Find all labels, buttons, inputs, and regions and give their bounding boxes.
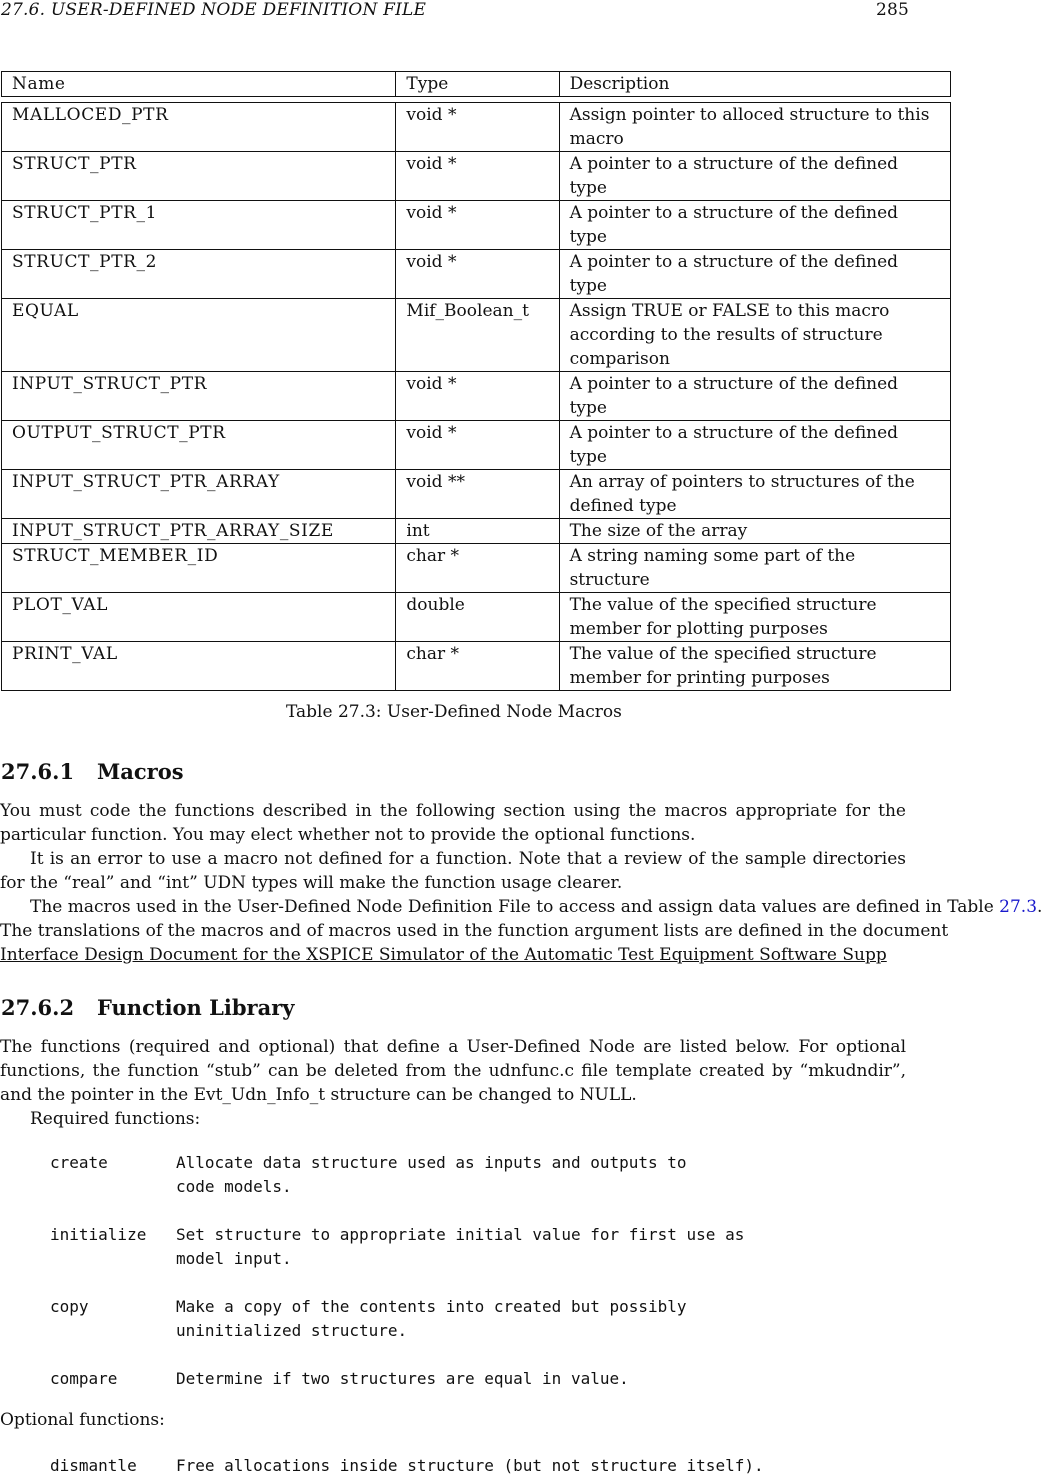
- macro-type-cell: char *: [396, 544, 559, 593]
- macro-name-cell: STRUCT_PTR: [2, 152, 396, 201]
- function-entry: [50, 1151, 744, 1199]
- function-description-line: Free allocations inside structure (but not structure itself).: [176, 1456, 764, 1475]
- section-number: 27.6.2: [1, 995, 75, 1020]
- description-line: The size of the array: [569, 521, 748, 541]
- macro-description-cell: [559, 299, 950, 372]
- macro-type-cell: void *: [396, 152, 559, 201]
- description-line: Assign pointer to alloced structure to this: [569, 105, 930, 125]
- function-description-line: Set structure to appropriate initial value for first use as: [176, 1225, 745, 1244]
- function-name: create: [50, 1153, 108, 1172]
- macro-description-cell: [559, 470, 950, 519]
- macro-name-cell: INPUT_STRUCT_PTR_ARRAY: [2, 470, 396, 519]
- table-row: [2, 299, 951, 372]
- table-caption: Table 27.3: User-Defined Node Macros: [286, 702, 622, 722]
- function-description-line: code models.: [176, 1177, 292, 1196]
- description-line: member for plotting purposes: [569, 619, 828, 639]
- section-heading-function-library: [1, 995, 295, 1020]
- optional-functions-list: [50, 1454, 764, 1478]
- description-line: type: [569, 398, 607, 418]
- macro-description-cell: [559, 593, 950, 642]
- optional-functions-label: Optional functions:: [0, 1410, 165, 1430]
- function-name: initialize: [50, 1225, 147, 1244]
- function-description-line: uninitialized structure.: [176, 1321, 408, 1340]
- table-row: [2, 544, 951, 593]
- macros-paragraph-3: [0, 895, 1050, 967]
- library-paragraph-1: The functions (required and optional) that define a User-Defined Node are listed below. For optional functions, the function “stub” can be deleted from the udnfunc.c file template created by “mkudndir”, and the pointer in the Evt_Udn_Info_t structure can be changed to NULL.: [0, 1037, 906, 1105]
- macro-name-cell: STRUCT_MEMBER_ID: [2, 544, 396, 593]
- function-description: [176, 1367, 629, 1391]
- table-row: [2, 152, 951, 201]
- macro-description-cell: [559, 250, 950, 299]
- macros-paragraph-1: You must code the functions described in the following section using the macros appropriate for the particular function. You may elect whether not to provide the optional functions.: [0, 801, 906, 845]
- function-name: dismantle: [50, 1456, 137, 1475]
- section-title: Function Library: [97, 995, 295, 1020]
- macros-paragraph-2-text: It is an error to use a macro not defined for a function. Note that a review of the sample directories for the “real” and “int” UDN types will make the function usage clearer.: [0, 849, 906, 893]
- function-description-line: model input.: [176, 1249, 292, 1268]
- macro-name-cell: STRUCT_PTR_1: [2, 201, 396, 250]
- table-row: [2, 519, 951, 544]
- document-title-reference: Interface Design Document for the XSPICE Simulator of the Automatic Test Equipment Software Supp: [0, 945, 887, 965]
- description-line: The value of the specified structure: [569, 644, 877, 664]
- macros-paragraph-2: [0, 847, 906, 895]
- function-description: [176, 1454, 764, 1478]
- running-header-title: 27.6. USER-DEFINED NODE DEFINITION FILE: [1, 0, 427, 20]
- running-header: [0, 0, 1050, 22]
- column-header-type: Type: [396, 72, 559, 97]
- macro-name-cell: OUTPUT_STRUCT_PTR: [2, 421, 396, 470]
- description-line: type: [569, 276, 607, 296]
- function-description-line: Determine if two structures are equal in value.: [176, 1369, 629, 1388]
- macro-type-cell: void *: [396, 421, 559, 470]
- macro-type-cell: void *: [396, 201, 559, 250]
- table-row: [2, 250, 951, 299]
- description-line: structure: [569, 570, 650, 590]
- function-entry: [50, 1454, 764, 1478]
- macros-table: [1, 71, 951, 691]
- required-functions-label-text: Required functions:: [30, 1109, 201, 1129]
- description-line: A pointer to a structure of the defined: [569, 154, 899, 174]
- description-line: Assign TRUE or FALSE to this macro: [569, 301, 890, 321]
- description-line: A pointer to a structure of the defined: [569, 423, 899, 443]
- macro-type-cell: void *: [396, 103, 559, 152]
- macro-name-cell: STRUCT_PTR_2: [2, 250, 396, 299]
- table-row: [2, 372, 951, 421]
- description-line: defined type: [569, 496, 677, 516]
- table-row: [2, 642, 951, 691]
- description-line: member for printing purposes: [569, 668, 830, 688]
- macro-description-cell: [559, 544, 950, 593]
- macro-description-cell: [559, 421, 950, 470]
- description-line: A pointer to a structure of the defined: [569, 203, 899, 223]
- table-row: [2, 470, 951, 519]
- description-line: type: [569, 447, 607, 467]
- macro-name-cell: PLOT_VAL: [2, 593, 396, 642]
- description-line: type: [569, 227, 607, 247]
- macro-name-cell: INPUT_STRUCT_PTR_ARRAY_SIZE: [2, 519, 396, 544]
- macros-paragraph-3-text-a: The macros used in the User-Defined Node Definition File to access and assign data values are defined in Table: [30, 897, 1000, 917]
- macro-name-cell: INPUT_STRUCT_PTR: [2, 372, 396, 421]
- function-description: [176, 1295, 687, 1343]
- macro-name-cell: EQUAL: [2, 299, 396, 372]
- description-line: according to the results of structure: [569, 325, 883, 345]
- page-number: 285: [876, 0, 910, 20]
- macro-description-cell: [559, 519, 950, 544]
- section-title: Macros: [97, 759, 184, 784]
- function-description-line: Allocate data structure used as inputs and outputs to: [176, 1153, 687, 1172]
- required-functions-list: [50, 1151, 744, 1391]
- description-line: A string naming some part of the: [569, 546, 856, 566]
- table-row: [2, 421, 951, 470]
- macro-type-cell: char *: [396, 642, 559, 691]
- description-line: A pointer to a structure of the defined: [569, 252, 899, 272]
- description-line: A pointer to a structure of the defined: [569, 374, 899, 394]
- function-entry: [50, 1367, 744, 1391]
- macros-table-container: [1, 71, 951, 691]
- description-line: macro: [569, 129, 624, 149]
- macro-description-cell: [559, 372, 950, 421]
- table-row: [2, 201, 951, 250]
- table-row: [2, 593, 951, 642]
- description-line: type: [569, 178, 607, 198]
- description-line: The value of the specified structure: [569, 595, 877, 615]
- macro-description-cell: [559, 103, 950, 152]
- table-reference-link[interactable]: 27.3: [999, 897, 1038, 917]
- macro-name-cell: MALLOCED_PTR: [2, 103, 396, 152]
- macro-name-cell: PRINT_VAL: [2, 642, 396, 691]
- function-name: compare: [50, 1369, 118, 1388]
- column-header-name: Name: [2, 72, 396, 97]
- required-functions-label: [0, 1107, 906, 1131]
- table-row: [2, 103, 951, 152]
- macro-type-cell: void *: [396, 250, 559, 299]
- function-description: [176, 1223, 744, 1271]
- function-description: [176, 1151, 687, 1199]
- macro-type-cell: void *: [396, 372, 559, 421]
- section-heading-macros: [1, 759, 184, 784]
- section-number: 27.6.1: [1, 759, 75, 784]
- macro-type-cell: Mif_Boolean_t: [396, 299, 559, 372]
- table-header-row: [2, 72, 951, 97]
- function-name: copy: [50, 1297, 89, 1316]
- macro-type-cell: double: [396, 593, 559, 642]
- macros-table-body: [2, 103, 951, 691]
- column-header-description: Description: [559, 72, 950, 97]
- function-entry: [50, 1223, 744, 1271]
- macro-type-cell: void **: [396, 470, 559, 519]
- macros-paragraph-3-text-b: . The translations of the macros and of macros used in the function argument lists are defined in the document: [0, 897, 1043, 941]
- macro-type-cell: int: [396, 519, 559, 544]
- macro-description-cell: [559, 152, 950, 201]
- function-description-line: Make a copy of the contents into created but possibly: [176, 1297, 687, 1316]
- function-entry: [50, 1295, 744, 1343]
- macro-description-cell: [559, 642, 950, 691]
- description-line: comparison: [569, 349, 670, 369]
- description-line: An array of pointers to structures of the: [569, 472, 915, 492]
- macro-description-cell: [559, 201, 950, 250]
